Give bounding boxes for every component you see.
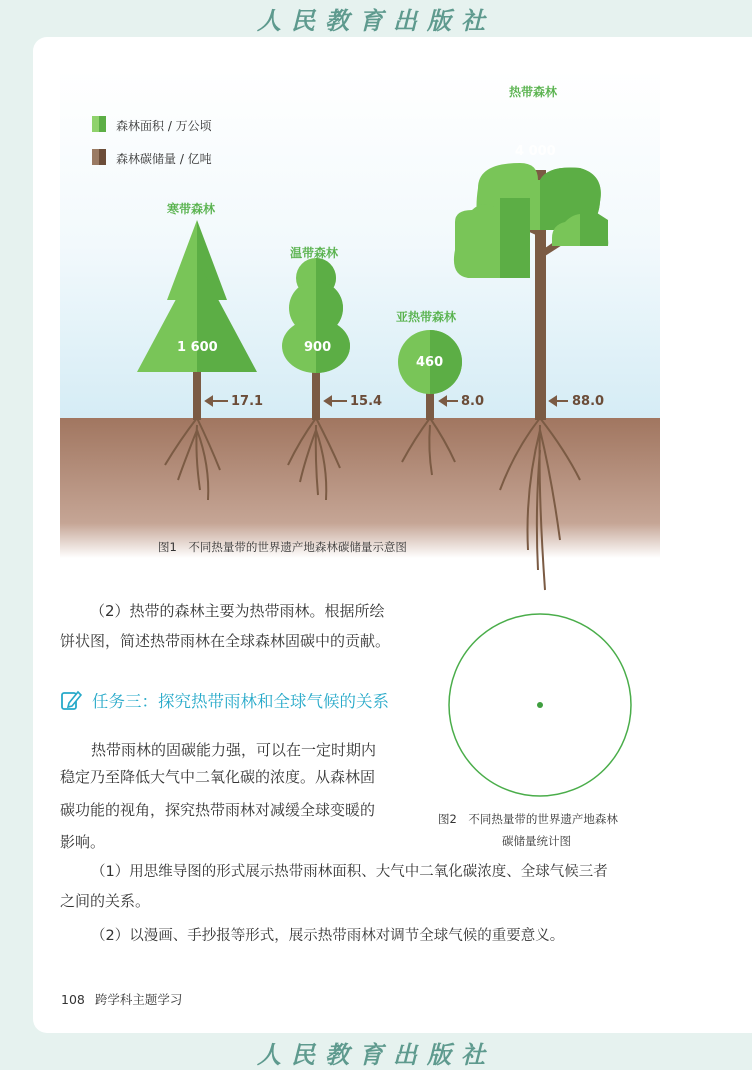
figure2-caption-line1: 图2 不同热量带的世界遗产地森林 bbox=[438, 812, 618, 826]
legend-swatch-carbon-dark bbox=[99, 149, 106, 165]
carbon-value-boreal: 17.1 bbox=[231, 394, 264, 409]
figure2-pie-chart bbox=[446, 611, 634, 799]
task3-intro-line4: 影响。 bbox=[60, 833, 106, 851]
question2-line2: 饼状图，简述热带雨林在全球森林固碳中的贡献。 bbox=[60, 632, 391, 650]
task3-title: 任务三：探究热带雨林和全球气候的关系 bbox=[92, 692, 389, 711]
figure1-caption: 图1 不同热量带的世界遗产地森林碳储量示意图 bbox=[158, 540, 407, 554]
carbon-value-tropical: 88.0 bbox=[572, 394, 605, 409]
tree-label-tropical: 热带森林 bbox=[509, 85, 558, 99]
carbon-value-subtropical: 8.0 bbox=[461, 394, 485, 409]
task3-item1-line2: 之间的关系。 bbox=[60, 892, 151, 910]
tree-label-temperate: 温带森林 bbox=[290, 246, 339, 260]
task3-intro-line3: 碳功能的视角，探究热带雨林对减缓全球变暖的 bbox=[60, 801, 376, 819]
task3-item2: （2）以漫画、手抄报等形式，展示热带雨林对调节全球气候的重要意义。 bbox=[91, 928, 565, 944]
tree-label-boreal: 寒带森林 bbox=[167, 202, 216, 216]
task3-intro-line2: 稳定乃至降低大气中二氧化碳的浓度。从森林固 bbox=[60, 768, 376, 786]
pie-center-dot bbox=[537, 702, 543, 708]
temperate-trunk bbox=[312, 370, 320, 420]
area-value-subtropical: 460 bbox=[416, 355, 444, 370]
page-number: 108 bbox=[61, 992, 85, 1007]
task3-heading bbox=[60, 688, 389, 712]
legend-label-carbon: 森林碳储量 / 亿吨 bbox=[116, 152, 212, 166]
edit-icon bbox=[60, 689, 82, 711]
area-value-tropical: 4 000 bbox=[515, 144, 556, 159]
legend-swatch-area-dark bbox=[99, 116, 106, 132]
area-value-temperate: 900 bbox=[304, 340, 332, 355]
task3-intro-line1: 热带雨林的固碳能力强，可以在一定时期内 bbox=[91, 741, 377, 759]
question2-line1: （2）热带的森林主要为热带雨林。根据所绘 bbox=[90, 602, 385, 620]
page-footer bbox=[61, 990, 182, 1008]
publisher-banner-bottom bbox=[0, 1034, 752, 1070]
soil-layer bbox=[60, 418, 660, 558]
boreal-trunk bbox=[193, 370, 201, 420]
legend-label-area: 森林面积 / 万公顷 bbox=[116, 119, 212, 133]
legend-swatch-area bbox=[92, 116, 99, 132]
tree-label-subtropical: 亚热带森林 bbox=[396, 310, 457, 324]
task3-item1-line1: （1）用思维导图的形式展示热带雨林面积、大气中二氧化碳浓度、全球气候三者 bbox=[91, 864, 608, 880]
publisher-logo-bottom: 人民教育出版社 bbox=[257, 1039, 495, 1069]
carbon-value-temperate: 15.4 bbox=[350, 394, 383, 409]
section-title: 跨学科主题学习 bbox=[94, 992, 183, 1007]
legend-swatch-carbon bbox=[92, 149, 99, 165]
area-value-boreal: 1 600 bbox=[177, 340, 218, 355]
figure2-caption-line2: 碳储量统计图 bbox=[502, 834, 571, 848]
publisher-logo-top: 人民教育出版社 bbox=[257, 5, 495, 35]
publisher-banner-top bbox=[0, 0, 752, 36]
